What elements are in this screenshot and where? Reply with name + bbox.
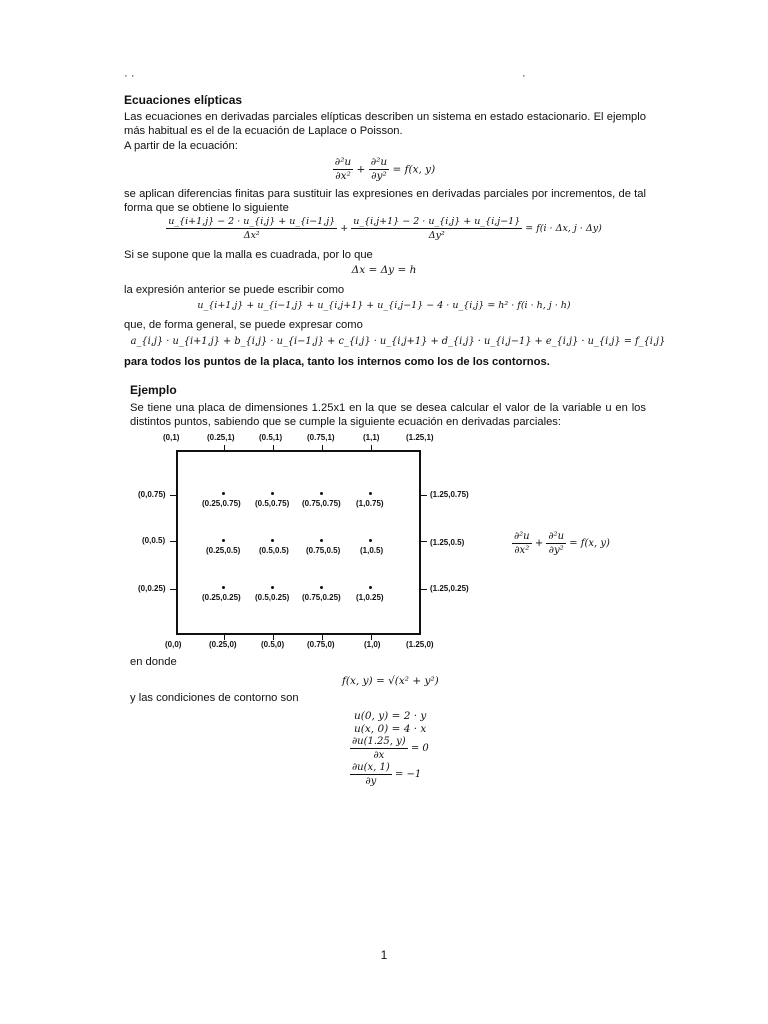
tick-mark [371,445,372,450]
bc-left: u(0, y) = 2 · y [354,710,427,722]
header-marks-right: · [522,70,526,82]
bottom-label: (0,0) [165,640,182,649]
top-label: (0.5,1) [259,433,283,442]
interior-label: (0.75,0.5) [306,546,341,555]
tick-mark [224,445,225,450]
paragraph-finite-differences: se aplican diferencias finitas para sustituir las expresiones en derivadas parciales por incrementos, de tal forma que se obtiene lo siguiente [124,188,646,214]
grid-point [369,492,372,495]
grid-point [320,539,323,542]
grid-point [222,586,225,589]
interior-label: (0.5,0.5) [259,546,289,555]
grid-point [271,586,274,589]
tick-mark [273,445,274,450]
bottom-label: (0.5,0) [261,640,285,649]
page-number: 1 [380,948,388,962]
right-label: (1.25,0.75) [430,490,469,499]
plus-sign: + [534,538,544,549]
simplified-equation: u_{i+1,j} + u_{i−1,j} + u_{i,j+1} + u_{i,j−1} − 4 · u_{i,j} = h² · f(i · h, j · h) [197,300,571,311]
poisson-num1: ∂²u [514,531,530,542]
plate-border [176,450,421,635]
top-label: (0,1) [163,433,180,442]
interior-label: (1,0.75) [356,499,384,508]
fd-num1: u_{i+1,j} − 2 · u_{i,j} + u_{i−1,j} [168,216,336,227]
grid-point [320,586,323,589]
bc4-den: ∂y [365,776,377,787]
f-definition: f(x, y) = √(x² + y²) [342,675,439,687]
section-title: Ecuaciones elípticas [124,93,243,107]
paragraph-all-points: para todos los puntos de la placa, tanto los internos como los de los contornos. [124,356,550,368]
bc-right [350,735,429,762]
tick-mark [421,541,427,542]
left-label: (0,0.25) [138,584,166,593]
poisson-den2: ∂y² [371,170,387,182]
tick-mark [170,495,176,496]
fd-den1: Δx² [243,230,260,241]
bottom-label: (0.25,0) [209,640,237,649]
fd-den2: Δy² [428,230,445,241]
left-label: (0,0.75) [138,490,166,499]
bc3-rhs: = 0 [410,743,429,754]
interior-label: (0.25,0.75) [202,499,241,508]
poisson-den1: ∂x² [514,545,530,556]
tick-mark [421,589,427,590]
poisson-num2: ∂²u [548,531,565,542]
paragraph-example: Se tiene una placa de dimensiones 1.25x1 en la que se desea calcular el valor de la variable u en los distintos puntos, sabiendo que se cumple la siguiente ecuación en derivadas parciales: [130,402,646,428]
tick-mark [170,589,176,590]
right-label: (1.25,0.25) [430,584,469,593]
tick-mark [322,445,323,450]
bc3-num: ∂u(1.25, y) [352,736,406,747]
paragraph-rewrite: la expresión anterior se puede escribir como [124,284,345,296]
general-equation: a_{i,j} · u_{i+1,j} + b_{i,j} · u_{i−1,j} + c_{i,j} · u_{i,j+1} + d_{i,j} · u_{i,j−1} + e_{i,j} · u_{i,j} = f_{i,j} [130,336,666,347]
grid-point [369,586,372,589]
plus-sign: + [356,163,366,176]
grid-point [369,539,372,542]
grid-point [320,492,323,495]
grid-point [222,539,225,542]
side-poisson-equation [512,530,610,557]
bc-bottom: u(x, 0) = 4 · x [354,723,427,735]
interior-label: (0.5,0.25) [255,593,290,602]
paragraph-boundary-conditions: y las condiciones de contorno son [130,692,299,704]
bottom-label: (0.75,0) [307,640,335,649]
plus-sign: + [340,223,349,234]
right-label: (1.25,0.5) [430,538,465,547]
poisson-num2: ∂²u [370,156,388,168]
grid-equation: Δx = Δy = h [351,264,417,276]
bc4-rhs: = −1 [394,769,422,780]
top-label: (0.25,1) [207,433,235,442]
poisson-den2: ∂y² [548,545,564,556]
interior-label: (1,0.25) [356,593,384,602]
poisson-rhs: = f(x, y) [392,163,436,176]
interior-label: (0.25,0.25) [202,593,241,602]
poisson-num1: ∂²u [334,156,352,168]
left-label: (0,0.5) [142,536,166,545]
poisson-rhs: = f(x, y) [569,538,610,549]
paragraph-intro: Las ecuaciones en derivadas parciales elípticas describen un sistema en estado estacionario. El ejemplo más habitual es el de la ecuación de Laplace o Poisson. [124,111,646,137]
top-label: (0.75,1) [307,433,335,442]
interior-label: (0.75,0.25) [302,593,341,602]
example-title: Ejemplo [130,383,177,397]
grid-point [271,492,274,495]
paragraph-where: en donde [130,656,177,668]
interior-label: (0.5,0.75) [255,499,290,508]
header-marks-left: · · [124,70,135,82]
poisson-den1: ∂x² [335,170,351,182]
grid-point [222,492,225,495]
finite-difference-equation [0,215,768,242]
paragraph-from-equation: A partir de la ecuación: [124,140,238,152]
interior-label: (0.75,0.75) [302,499,341,508]
bottom-label: (1,0) [364,640,381,649]
bc-top [350,761,421,788]
top-label: (1,1) [363,433,380,442]
poisson-equation [0,156,768,183]
tick-mark [421,495,427,496]
paragraph-general: que, de forma general, se puede expresar como [124,319,363,331]
interior-label: (1,0.5) [360,546,384,555]
fd-rhs: = f(i · Δx, j · Δy) [525,223,602,234]
fd-num2: u_{i,j+1} − 2 · u_{i,j} + u_{i,j−1} [353,216,521,227]
interior-label: (0.25,0.5) [206,546,241,555]
bc3-den: ∂x [373,750,385,761]
top-label: (1.25,1) [406,433,434,442]
bottom-label: (1.25,0) [406,640,434,649]
paragraph-square-grid: Si se supone que la malla es cuadrada, por lo que [124,249,373,261]
tick-mark [170,541,176,542]
grid-point [271,539,274,542]
bc4-num: ∂u(x, 1) [352,762,390,773]
